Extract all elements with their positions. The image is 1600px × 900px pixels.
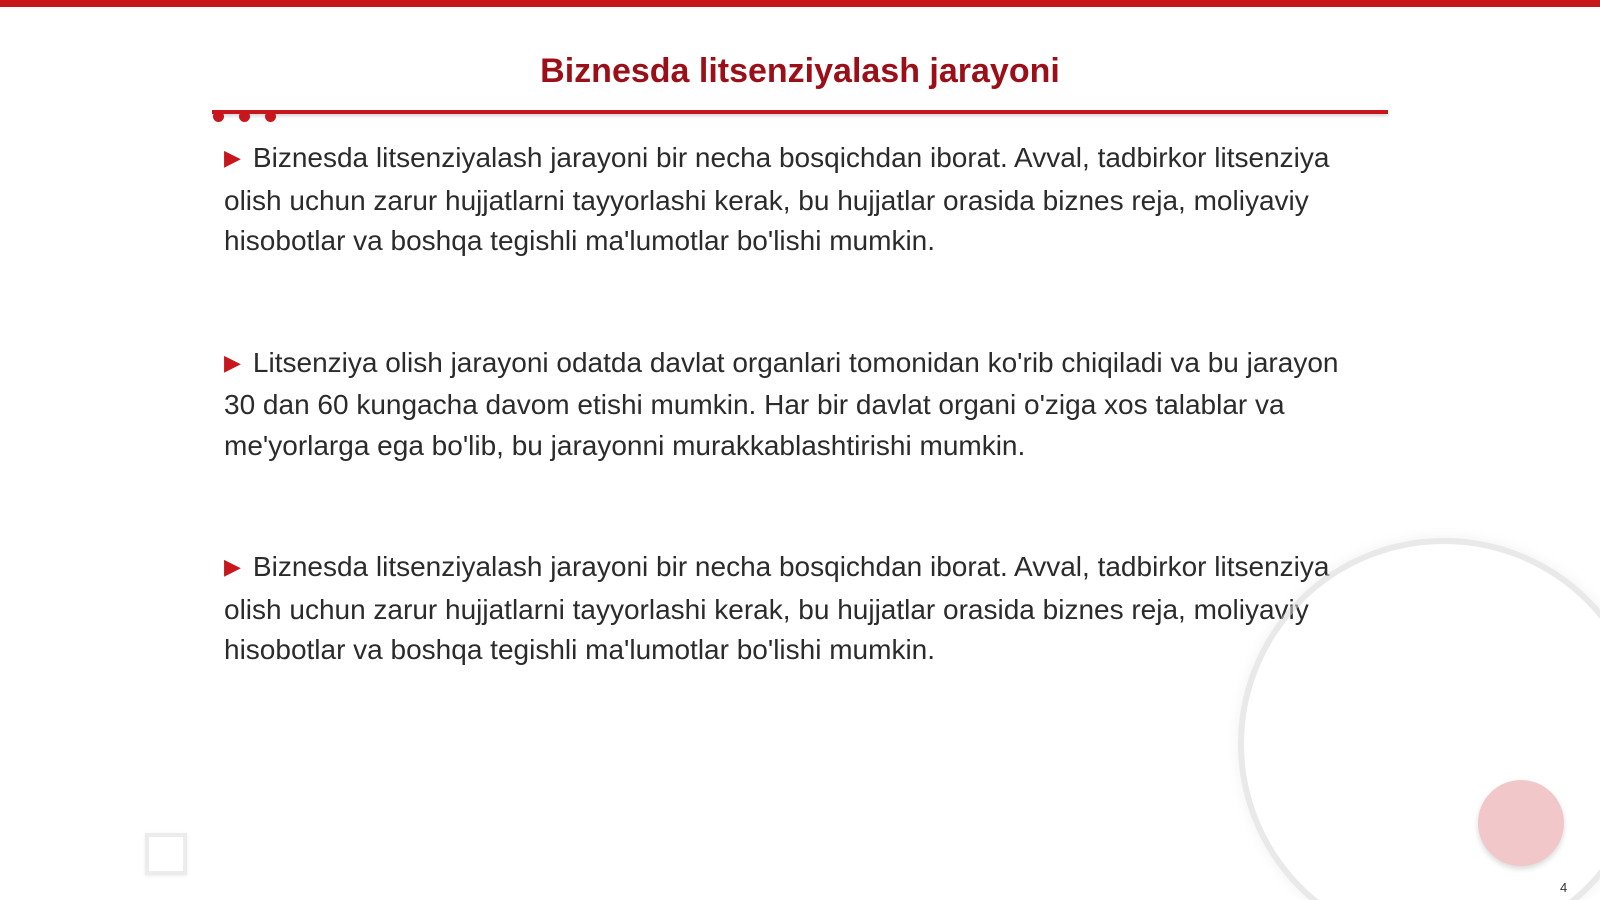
page-number: 4 [1560, 880, 1568, 895]
decorative-pink-circle [1478, 780, 1564, 866]
decorative-dot [239, 111, 250, 122]
bullet-item [224, 343, 1364, 467]
bullet-arrow-icon: ▶ [224, 554, 241, 579]
bullet-text: Biznesda litsenziyalash jarayoni bir necha bosqichdan iborat. Avval, tadbirkor litsenziya olish uchun zarur hujjatlarni tayyorlashi kerak, bu hujjatlar orasida biznes reja, moliyaviy hisobotlar va boshqa tegishli ma'lumotlar bo'lishi mumkin. [224, 142, 1330, 256]
decorative-dot [213, 111, 224, 122]
bullet-text: Litsenziya olish jarayoni odatda davlat organlari tomonidan ko'rib chiqiladi va bu jarayon 30 dan 60 kungacha davom etishi mumkin. Har bir davlat organi o'ziga xos talablar va me'yorlarga ega bo'lib, bu jarayonni murakkablashtirishi mumkin. [224, 346, 1339, 461]
bullet-item [224, 138, 1364, 262]
bullet-arrow-icon: ▶ [224, 145, 241, 170]
bullet-arrow-icon: ▶ [224, 349, 241, 375]
slide-title: Biznesda litsenziyalash jarayoni [540, 52, 1060, 90]
decorative-dot [265, 111, 276, 122]
title-underline [212, 110, 1388, 114]
bullet-text: Biznesda litsenziyalash jarayoni bir necha bosqichdan iborat. Avval, tadbirkor litsenziya olish uchun zarur hujjatlarni tayyorlashi kerak, bu hujjatlar orasida biznes reja, moliyaviy hisobotlar va boshqa tegishli ma'lumotlar bo'lishi mumkin. [224, 551, 1330, 665]
bullet-list [224, 138, 1364, 671]
decorative-square [145, 833, 187, 875]
bullet-item [224, 547, 1364, 671]
top-accent-bar [0, 0, 1600, 7]
